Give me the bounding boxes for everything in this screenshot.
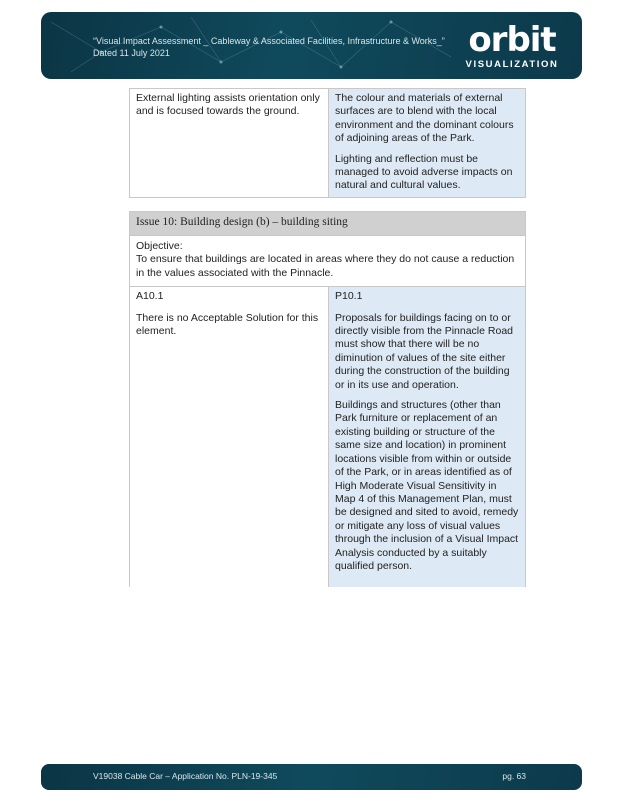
document-date: Dated 11 July 2021 xyxy=(93,48,170,58)
logo-wordmark: orbit xyxy=(468,20,556,60)
lighting-table xyxy=(129,88,526,198)
performance-criteria-cell xyxy=(329,89,525,197)
objective-label: Objective: xyxy=(136,240,183,252)
performance-code: P10.1 xyxy=(335,290,363,303)
footer-reference: V19038 Cable Car – Application No. PLN-19-345 xyxy=(93,771,278,781)
table-row xyxy=(130,89,525,197)
performance-criteria-cell xyxy=(329,287,525,587)
performance-paragraph: Lighting and reflection must be managed to avoid adverse impacts on natural and cultural values. xyxy=(335,152,513,192)
acceptable-code: A10.1 xyxy=(136,290,164,303)
acceptable-text: There is no Acceptable Solution for this element. xyxy=(136,311,319,338)
objective-block xyxy=(130,236,525,287)
document-title: “Visual Impact Assessment _ Cableway & Associated Facilities, Infrastructure & Works_” xyxy=(93,36,445,46)
performance-paragraph: Buildings and structures (other than Park furniture or replacement of an existing building or structure of the same size and location) in prominent locations visible from within or outside of the Park, or in areas identified as of High Moderate Visual Sensitivity in Map 4 of this Management Plan, must be designed and sited to avoid, remedy or mitigate any loss of visual values through the inclusion of a Visual Impact Analysis conducted by a suitably qualified person. xyxy=(335,399,519,572)
performance-paragraph: The colour and materials of external surfaces are to blend with the local environment and the dominant colours of adjoining areas of the Park. xyxy=(335,92,514,145)
table-row xyxy=(130,287,525,587)
page-header xyxy=(41,12,582,79)
acceptable-text: External lighting assists orientation only and is focused towards the ground. xyxy=(136,92,320,118)
page-footer xyxy=(41,764,582,790)
orbit-logo xyxy=(462,20,562,72)
performance-paragraph: Proposals for buildings facing on to or directly visible from the Pinnacle Road must show that there will be no diminution of values of the site either during the construction of the building or in its use and operation. xyxy=(335,311,513,391)
acceptable-solution-cell xyxy=(130,89,329,197)
logo-subtitle: VISUALIZATION xyxy=(465,59,559,70)
page-number: pg. 63 xyxy=(502,771,526,781)
acceptable-solution-cell xyxy=(130,287,329,587)
issue-10-table xyxy=(129,211,526,587)
issue-heading: Issue 10: Building design (b) – building siting xyxy=(130,212,525,236)
objective-text: To ensure that buildings are located in areas where they do not cause a reduction in the values associated with the Pinnacle. xyxy=(136,253,515,279)
